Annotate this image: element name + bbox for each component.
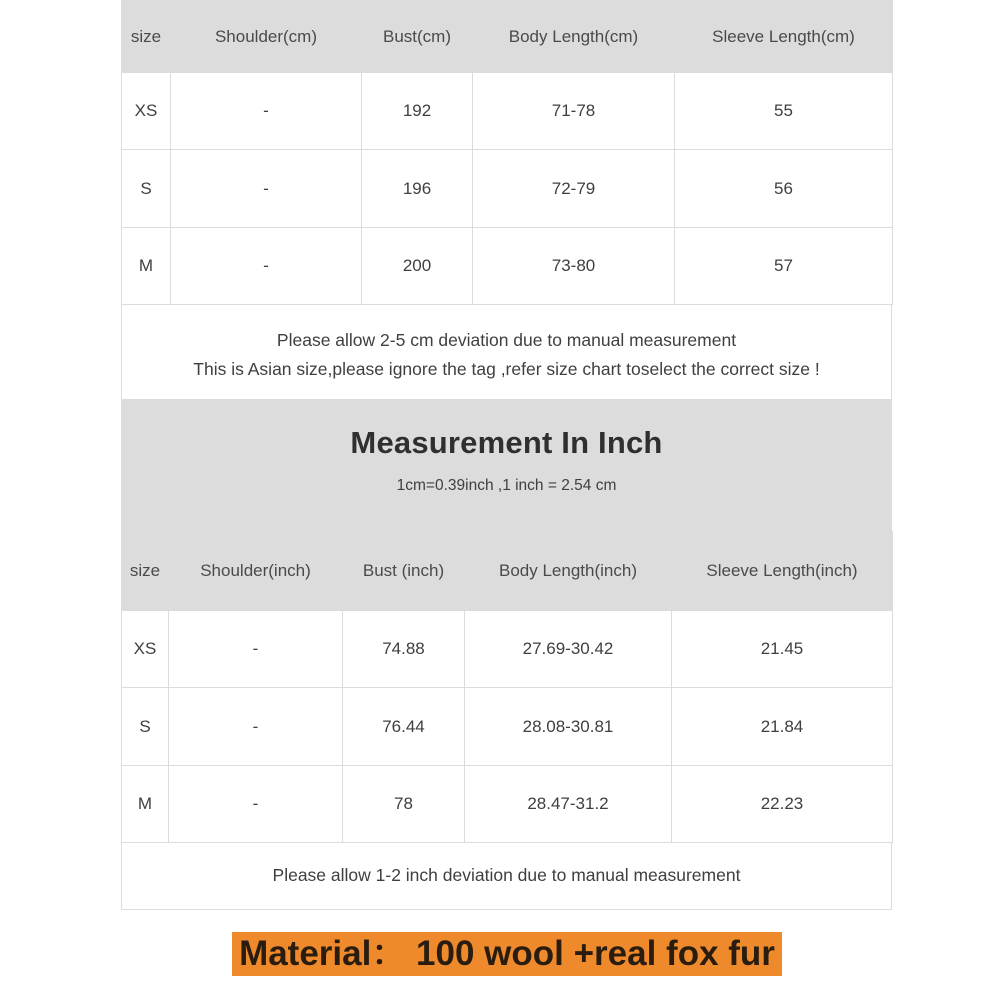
cm-cell-shoulder: - bbox=[171, 150, 362, 228]
table-row bbox=[122, 228, 893, 305]
inch-header-shoulder: Shoulder(inch) bbox=[169, 532, 343, 611]
inch-header-sleeve-length: Sleeve Length(inch) bbox=[672, 532, 893, 611]
inch-header-size: size bbox=[122, 532, 169, 611]
table-row bbox=[122, 73, 893, 150]
inch-cell-size: M bbox=[122, 766, 169, 843]
inch-header-row bbox=[122, 532, 893, 611]
cm-cell-body-length: 72-79 bbox=[473, 150, 675, 228]
cm-cell-bust: 196 bbox=[362, 150, 473, 228]
inch-header-bust: Bust (inch) bbox=[343, 532, 465, 611]
inch-cell-sleeve-length: 21.84 bbox=[672, 688, 893, 766]
cm-cell-bust: 192 bbox=[362, 73, 473, 150]
table-row bbox=[122, 688, 893, 766]
inch-section-header bbox=[121, 400, 892, 531]
cm-cell-shoulder: - bbox=[171, 73, 362, 150]
cm-cell-body-length: 71-78 bbox=[473, 73, 675, 150]
table-row bbox=[122, 611, 893, 688]
inch-cell-size: XS bbox=[122, 611, 169, 688]
inch-cell-body-length: 28.47-31.2 bbox=[465, 766, 672, 843]
inch-size-table bbox=[121, 531, 893, 843]
inch-cell-bust: 76.44 bbox=[343, 688, 465, 766]
inch-cell-bust: 78 bbox=[343, 766, 465, 843]
cm-cell-body-length: 73-80 bbox=[473, 228, 675, 305]
cm-cell-shoulder: - bbox=[171, 228, 362, 305]
inch-cell-sleeve-length: 21.45 bbox=[672, 611, 893, 688]
cm-header-bust: Bust(cm) bbox=[362, 1, 473, 73]
inch-cell-shoulder: - bbox=[169, 611, 343, 688]
inch-cell-shoulder: - bbox=[169, 766, 343, 843]
cm-header-size: size bbox=[122, 1, 171, 73]
cm-cell-sleeve-length: 55 bbox=[675, 73, 893, 150]
cm-cell-size: XS bbox=[122, 73, 171, 150]
cm-cell-size: S bbox=[122, 150, 171, 228]
inch-cell-body-length: 27.69-30.42 bbox=[465, 611, 672, 688]
cm-size-table bbox=[121, 0, 893, 305]
inch-section-title: Measurement In Inch bbox=[350, 425, 663, 460]
inch-cell-bust: 74.88 bbox=[343, 611, 465, 688]
cm-cell-sleeve-length: 56 bbox=[675, 150, 893, 228]
cm-deviation-note bbox=[121, 304, 892, 400]
inch-cell-body-length: 28.08-30.81 bbox=[465, 688, 672, 766]
cm-header-body-length: Body Length(cm) bbox=[473, 1, 675, 73]
inch-cell-size: S bbox=[122, 688, 169, 766]
inch-cell-sleeve-length: 22.23 bbox=[672, 766, 893, 843]
inch-cell-shoulder: - bbox=[169, 688, 343, 766]
cm-header-shoulder: Shoulder(cm) bbox=[171, 1, 362, 73]
inch-deviation-note: Please allow 1-2 inch deviation due to manual measurement bbox=[121, 842, 892, 910]
cm-note-line-2: This is Asian size,please ignore the tag ,refer size chart toselect the correct size ! bbox=[193, 359, 820, 379]
cm-header-row bbox=[122, 1, 893, 73]
cm-header-sleeve-length: Sleeve Length(cm) bbox=[675, 1, 893, 73]
cm-cell-sleeve-length: 57 bbox=[675, 228, 893, 305]
size-chart bbox=[121, 0, 892, 910]
table-row bbox=[122, 150, 893, 228]
cm-cell-bust: 200 bbox=[362, 228, 473, 305]
cm-note-line-1: Please allow 2-5 cm deviation due to manual measurement bbox=[276, 330, 737, 350]
cm-cell-size: M bbox=[122, 228, 171, 305]
inch-conversion-note: 1cm=0.39inch ,1 inch = 2.54 cm bbox=[396, 477, 617, 494]
table-row bbox=[122, 766, 893, 843]
material-banner: Material： 100 wool +real fox fur bbox=[232, 932, 782, 976]
inch-header-body-length: Body Length(inch) bbox=[465, 532, 672, 611]
